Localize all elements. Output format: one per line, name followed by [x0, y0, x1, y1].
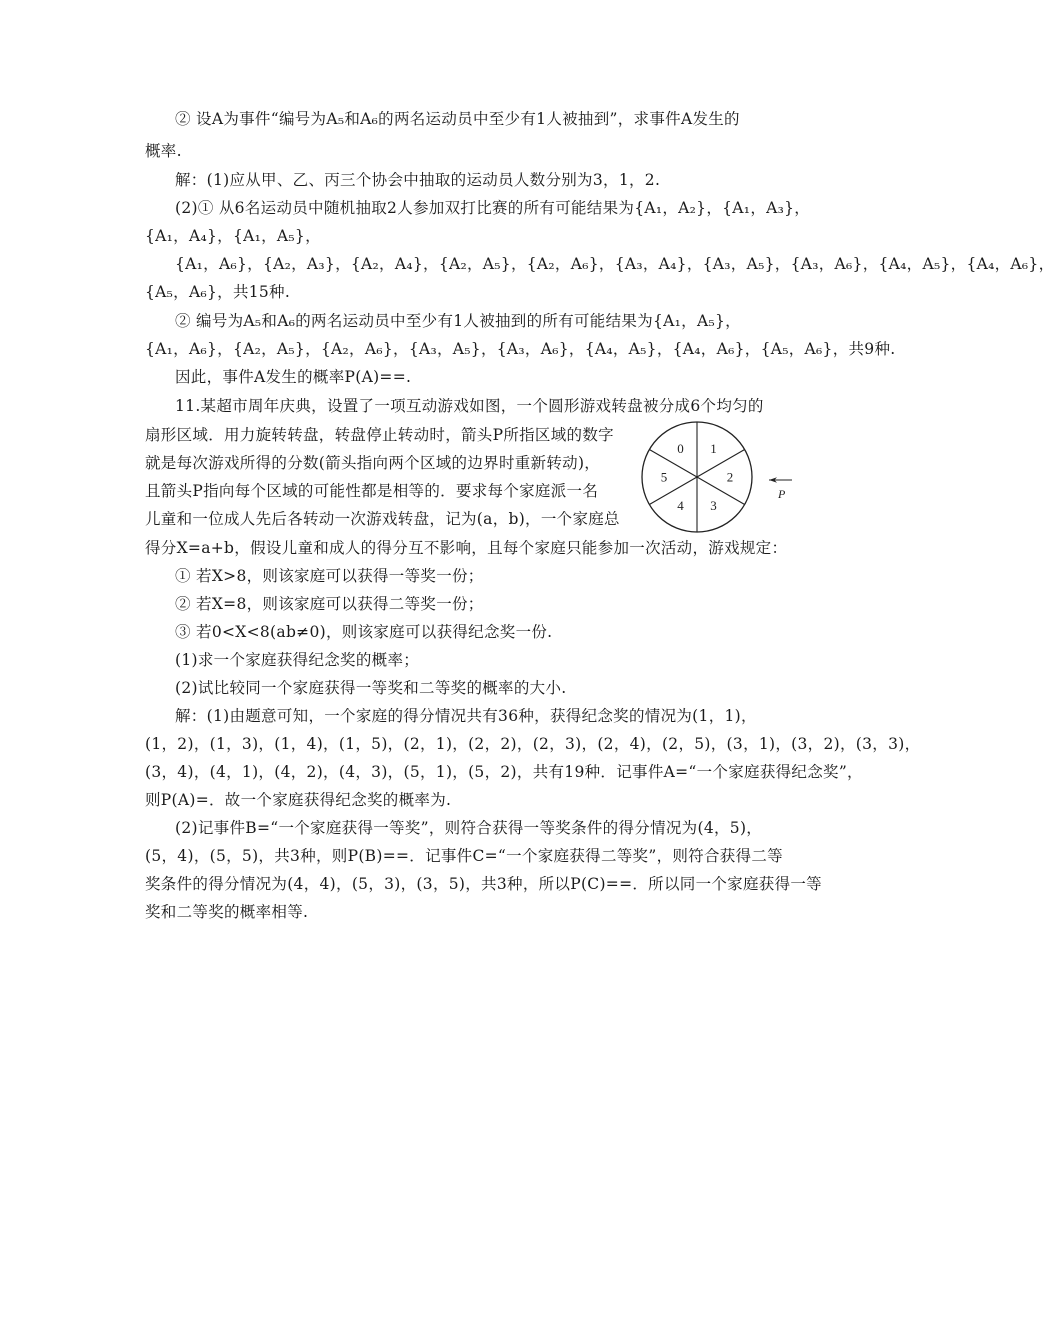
text-line-l14: 且箭头P指向每个区域的可能性都是相等的．要求每个家庭派一名	[145, 482, 599, 500]
pointer-arrow	[769, 477, 792, 501]
text-line-l16: 得分X=a+b，假设儿童和成人的得分互不影响，且每个家庭只能参加一次活动，游戏规定：	[145, 539, 788, 557]
text-line-l19: ③ 若0<X<8(ab≠0)，则该家庭可以获得纪念奖一份.	[175, 623, 553, 641]
text-line-l11: 11.某超市周年庆典，设置了一项互动游戏如图，一个圆形游戏转盘被分成6个均匀的	[175, 397, 764, 415]
text-line-l28: 奖条件的得分情况为(4，4)，(5，3)，(3，5)，共3种，所以P(C)==．所以同一个家庭获得一等	[145, 875, 822, 893]
wheel-sector-label: 4	[677, 498, 684, 514]
text-line-l25: 则P(A)=．故一个家庭获得纪念奖的概率为.	[145, 791, 452, 809]
text-line-l23: (1，2)，(1，3)，(1，4)，(1，5)，(2，1)，(2，2)，(2，3)，(2，4)，(2，5)，(3，1)，(3，2)，(3，3)，	[145, 735, 921, 753]
wheel-sector-label: 0	[677, 440, 684, 456]
text-line-l07: {A₅，A₆}，共15种.	[145, 283, 291, 301]
text-line-l24: (3，4)，(4，1)，(4，2)，(4，3)，(5，1)，(5，2)，共有19种．记事件A=“一个家庭获得纪念奖”，	[145, 763, 863, 781]
text-line-l18: ② 若X=8，则该家庭可以获得二等奖一份；	[175, 595, 484, 613]
wheel-sector-label: 3	[710, 498, 717, 514]
text-line-l17: ① 若X>8，则该家庭可以获得一等奖一份；	[175, 567, 484, 585]
text-line-l13: 就是每次游戏所得的分数(箭头指向两个区域的边界时重新转动)，	[145, 454, 601, 472]
text-line-l20: (1)求一个家庭获得纪念奖的概率；	[175, 651, 420, 669]
text-line-l01: ② 设A为事件“编号为A₅和A₆的两名运动员中至少有1人被抽到”，求事件A发生的	[175, 110, 740, 128]
spinner-wheel-figure	[640, 420, 810, 530]
text-line-l21: (2)试比较同一个家庭获得一等奖和二等奖的概率的大小.	[175, 679, 567, 697]
text-line-l22: 解：(1)由题意可知，一个家庭的得分情况共有36种，获得纪念奖的情况为(1，1)，	[175, 707, 757, 725]
text-line-l05: {A₁，A₄}，{A₁，A₅}，	[145, 227, 321, 245]
text-line-l27: (5，4)，(5，5)，共3种，则P(B)==．记事件C=“一个家庭获得二等奖”，则符合获得二等	[145, 847, 783, 865]
text-line-l02: 概率.	[145, 142, 182, 160]
text-line-l04: (2)① 从6名运动员中随机抽取2人参加双打比赛的所有可能结果为{A₁，A₂}，{A₁，A₃}，	[175, 199, 811, 217]
text-line-l26: (2)记事件B=“一个家庭获得一等奖”，则符合获得一等奖条件的得分情况为(4，5)，	[175, 819, 763, 837]
wheel-sector-label: 5	[660, 469, 668, 485]
text-line-l29: 奖和二等奖的概率相等.	[145, 903, 309, 921]
text-line-l10: 因此，事件A发生的概率P(A)==.	[175, 368, 412, 386]
wheel-sector-label: 2	[726, 469, 734, 485]
text-line-l09: {A₁，A₆}，{A₂，A₅}，{A₂，A₆}，{A₃，A₅}，{A₃，A₆}，{A₄，A₅}，{A₄，A₆}，{A₅，A₆}，共9种.	[145, 340, 896, 358]
pointer-label: P	[778, 487, 786, 501]
text-line-l08: ② 编号为A₅和A₆的两名运动员中至少有1人被抽到的所有可能结果为{A₁，A₅}，	[175, 312, 741, 330]
text-line-l15: 儿童和一位成人先后各转动一次游戏转盘，记为(a，b)，一个家庭总	[145, 510, 620, 528]
text-line-l03: 解：(1)应从甲、乙、丙三个协会中抽取的运动员人数分别为3，1，2.	[175, 171, 661, 189]
text-line-l12: 扇形区域．用力旋转转盘，转盘停止转动时，箭头P所指区域的数字	[145, 426, 614, 444]
text-line-l06: {A₁，A₆}，{A₂，A₃}，{A₂，A₄}，{A₂，A₅}，{A₂，A₆}，{A₃，A₄}，{A₃，A₅}，{A₃，A₆}，{A₄，A₅}，{A₄，A₆}，	[175, 255, 1054, 273]
wheel-sector-label: 1	[710, 440, 717, 456]
